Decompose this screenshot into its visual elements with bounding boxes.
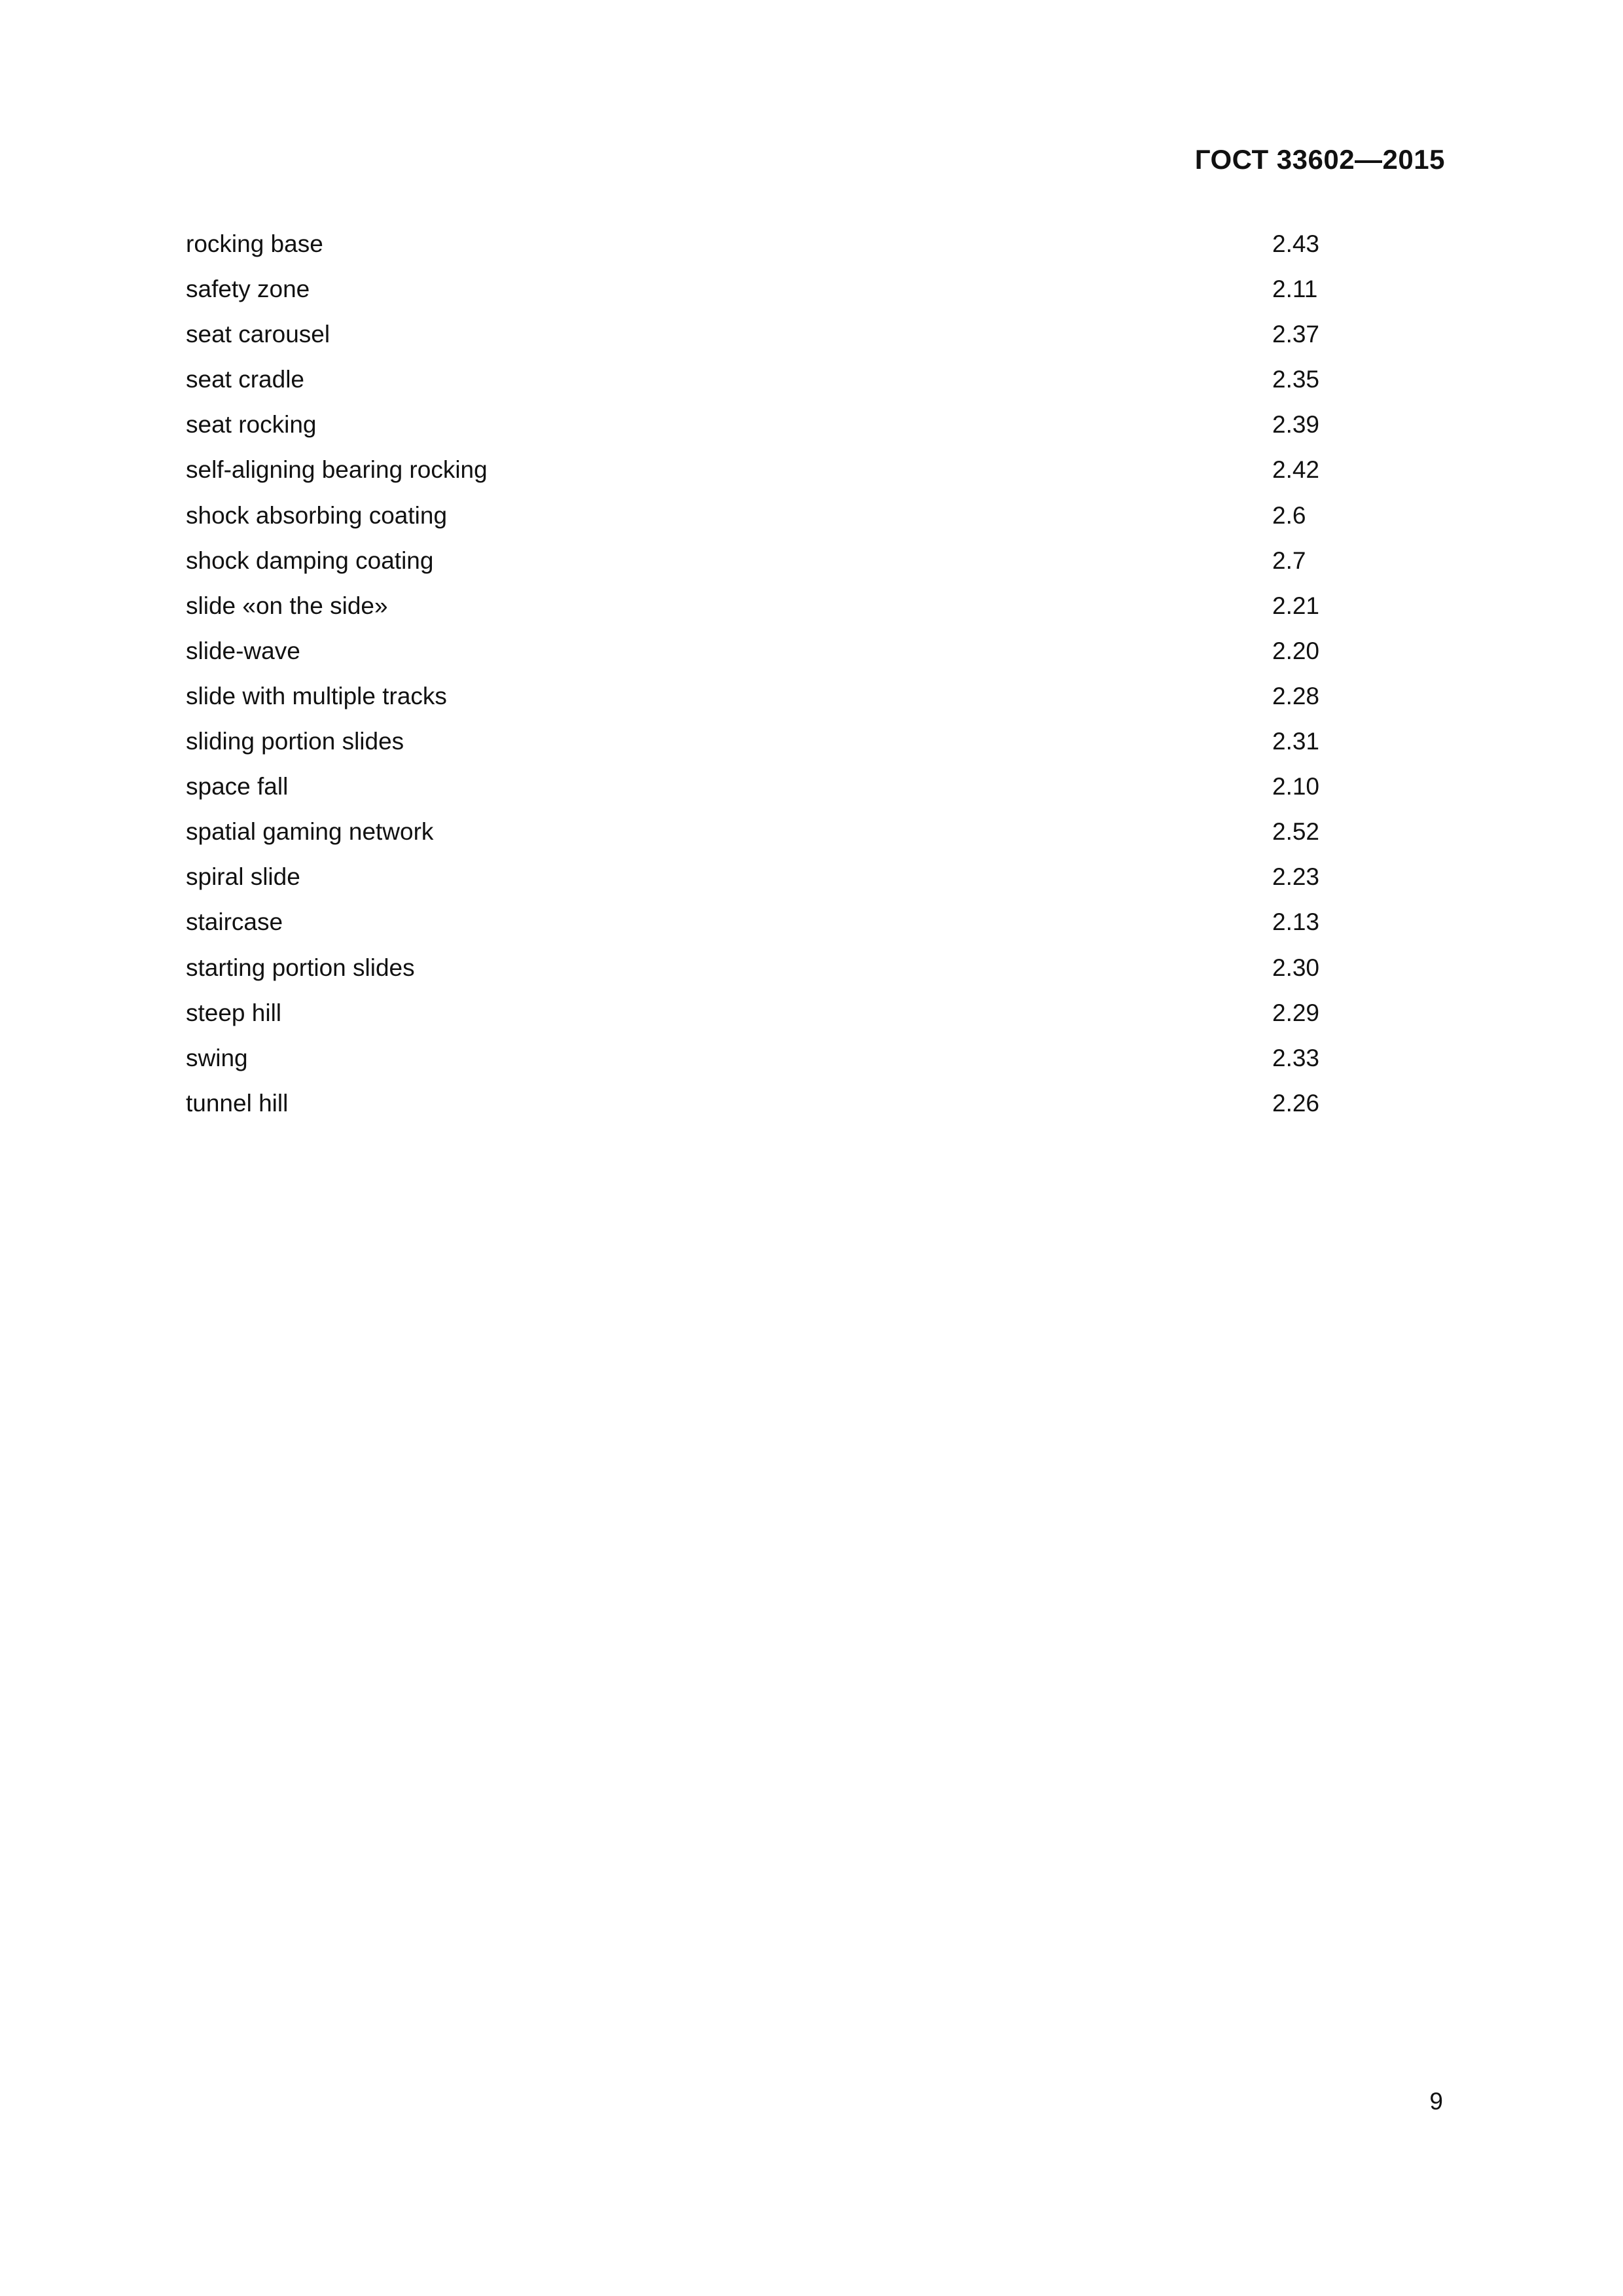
index-entry xyxy=(186,673,1338,719)
index-reference-number: 2.21 xyxy=(1272,592,1320,619)
index-term: tunnel hill xyxy=(186,1089,289,1117)
index-term: swing xyxy=(186,1044,248,1071)
index-term: space fall xyxy=(186,773,289,800)
index-term: spiral slide xyxy=(186,863,300,891)
index-term: starting portion slides xyxy=(186,954,415,981)
index-entry xyxy=(186,1035,1338,1081)
index-entry xyxy=(186,357,1338,402)
index-entry xyxy=(186,538,1338,583)
index-term: slide-wave xyxy=(186,637,300,664)
index-term: sliding portion slides xyxy=(186,728,404,755)
page-number: 9 xyxy=(1429,2088,1443,2115)
index-entry xyxy=(186,493,1338,538)
index-term: seat carousel xyxy=(186,321,330,348)
index-term: seat rocking xyxy=(186,411,317,439)
index-entry xyxy=(186,854,1338,899)
index-reference-number: 2.23 xyxy=(1272,863,1320,891)
index-entry xyxy=(186,266,1338,312)
index-entry xyxy=(186,719,1338,764)
index-reference-number: 2.43 xyxy=(1272,230,1320,257)
index-term: seat cradle xyxy=(186,366,304,393)
index-reference-number: 2.52 xyxy=(1272,818,1320,846)
index-reference-number: 2.42 xyxy=(1272,456,1320,484)
index-term: shock absorbing coating xyxy=(186,501,448,529)
index-term: shock damping coating xyxy=(186,547,434,574)
index-reference-number: 2.6 xyxy=(1272,501,1306,529)
index-entry xyxy=(186,583,1338,628)
index-reference-number: 2.7 xyxy=(1272,547,1306,574)
index-reference-number: 2.35 xyxy=(1272,366,1320,393)
index-reference-number: 2.29 xyxy=(1272,999,1320,1026)
index-entry xyxy=(186,945,1338,990)
index-entry xyxy=(186,402,1338,447)
index-term: safety zone xyxy=(186,276,310,303)
index-entry xyxy=(186,809,1338,854)
index-term: slide with multiple tracks xyxy=(186,682,447,709)
index-entry xyxy=(186,312,1338,357)
index-entry xyxy=(186,447,1338,492)
index-term: spatial gaming network xyxy=(186,818,434,846)
index-reference-number: 2.13 xyxy=(1272,908,1320,936)
index-entry xyxy=(186,1081,1338,1126)
index-term: steep hill xyxy=(186,999,282,1026)
index-term: slide «on the side» xyxy=(186,592,388,619)
index-entry xyxy=(186,764,1338,809)
index-entry xyxy=(186,899,1338,944)
index-reference-number: 2.10 xyxy=(1272,773,1320,800)
index-reference-number: 2.20 xyxy=(1272,637,1320,664)
index-entry xyxy=(186,628,1338,673)
index-reference-number: 2.30 xyxy=(1272,954,1320,981)
index-term: staircase xyxy=(186,908,283,936)
index-reference-number: 2.39 xyxy=(1272,411,1320,439)
document-code-header: ГОСТ 33602—2015 xyxy=(1194,144,1445,175)
index-reference-number: 2.31 xyxy=(1272,728,1320,755)
index-term: rocking base xyxy=(186,230,323,257)
index-reference-number: 2.33 xyxy=(1272,1044,1320,1071)
index-reference-number: 2.11 xyxy=(1272,276,1318,303)
index-reference-number: 2.28 xyxy=(1272,682,1320,709)
index-reference-number: 2.37 xyxy=(1272,321,1320,348)
term-index-list xyxy=(186,221,1338,1126)
index-entry xyxy=(186,221,1338,266)
index-reference-number: 2.26 xyxy=(1272,1089,1320,1117)
index-term: self-aligning bearing rocking xyxy=(186,456,488,484)
index-entry xyxy=(186,990,1338,1035)
